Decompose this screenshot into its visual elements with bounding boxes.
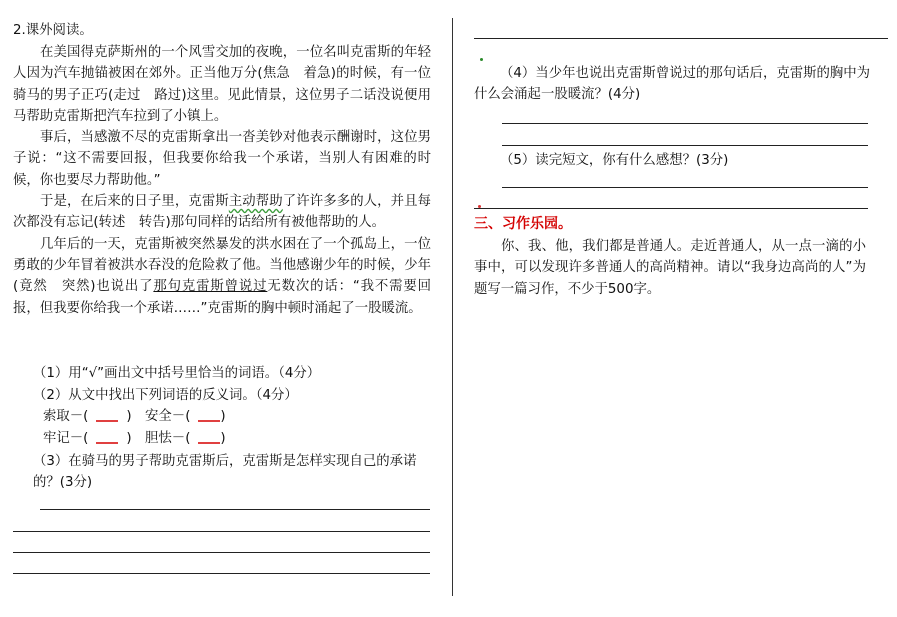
passage-paragraph-3 xyxy=(13,191,431,234)
section-3-prompt: 你、我、他，我们都是普通人。走近普通人，从一点一滴的小事中，可以发现许多普通人的高尚精神。请以“我身边高尚的人”为题写一篇习作，不少于500字。 xyxy=(474,239,866,297)
underlined-phrase: 那句克雷斯曾说过 xyxy=(153,279,268,295)
paragraph-3-text-b: 了许许多多的人，并且每次都没有忘记(转述 转告)那句同样的话给所有被他帮助的人。 xyxy=(13,194,432,231)
answer-line-q3-5[interactable] xyxy=(474,38,888,39)
antonym-1-prompt: 索取－( xyxy=(43,409,89,424)
antonym-4-prompt: ) 胆怯－( xyxy=(126,431,191,446)
antonym-row-1 xyxy=(43,406,226,427)
question-3: （3）在骑马的男子帮助克雷斯后，克雷斯是怎样实现自己的承诺的？(3分) xyxy=(33,454,417,491)
question-5: （5）读完短文，你有什么感想？(3分) xyxy=(500,153,729,168)
antonym-2-close: ) xyxy=(220,409,226,424)
question-2: （2）从文中找出下列词语的反义词。（4分） xyxy=(33,388,298,403)
wavy-underlined-phrase: 主动帮助 xyxy=(228,194,283,210)
antonym-2-blank[interactable] xyxy=(198,406,220,422)
column-divider xyxy=(452,18,453,596)
answer-line-q3-1[interactable] xyxy=(40,509,430,510)
passage-paragraph-2: 事后，当感激不尽的克雷斯拿出一沓美钞对他表示酬谢时，这位男子说：“这不需要回报，但我要你给我一个承诺，当别人有困难的时候，你也要尽力帮助他。” xyxy=(13,130,431,188)
answer-line-q3-2[interactable] xyxy=(13,531,430,532)
paragraph-3-text-a: 于是，在后来的日子里，克雷斯 xyxy=(40,194,229,210)
section-3-title: 三、习作乐园。 xyxy=(474,216,572,232)
reading-heading: 2.课外阅读。 xyxy=(13,23,93,38)
reading-passage xyxy=(13,42,431,319)
antonym-2-prompt: ) 安全－( xyxy=(126,409,191,424)
answer-line-q4-1[interactable] xyxy=(502,123,868,124)
passage-paragraph-1: 在美国得克萨斯州的一个风雪交加的夜晚，一位名叫克雷斯的年轻人因为汽车抛锚被困在郊外。正当他万分(焦急 着急)的时候，有一位骑马的男子正巧(走过 路过)这里。见此情景，这位男子二话没说便用马帮助克雷斯把汽车拉到了小镇上。 xyxy=(13,45,431,124)
passage-paragraph-4 xyxy=(13,234,431,319)
paragraph-4-text-b: 无数次的话：“我不需要回报，但我要你给我一个承诺……”克雷斯的胸中顿时涌起了一股暖流。 xyxy=(13,279,432,316)
antonym-3-blank[interactable] xyxy=(96,428,118,444)
red-mark xyxy=(478,205,481,208)
answer-line-q5-1[interactable] xyxy=(502,187,868,188)
antonym-4-close: ) xyxy=(220,431,226,446)
answer-line-q4-2[interactable] xyxy=(502,145,868,146)
answer-line-q5-2[interactable] xyxy=(474,208,868,209)
antonym-1-blank[interactable] xyxy=(96,406,118,422)
answer-line-q3-3[interactable] xyxy=(13,552,430,553)
question-4: （4）当少年也说出克雷斯曾说过的那句话后，克雷斯的胸中为什么会涌起一股暖流？(4分) xyxy=(474,66,871,103)
green-mark xyxy=(480,58,483,61)
question-1: （1）用“√”画出文中括号里恰当的词语。（4分） xyxy=(33,366,321,381)
answer-line-q3-4[interactable] xyxy=(13,573,430,574)
antonym-3-prompt: 牢记－( xyxy=(43,431,89,446)
antonym-4-blank[interactable] xyxy=(198,428,220,444)
paragraph-4-text-a: 几年后的一天，克雷斯被突然暴发的洪水困在了一个孤岛上，一位勇敢的少年冒着被洪水吞没的危险救了他。当他感谢少年的时候，少年(竟然 突然)也说出了 xyxy=(13,236,431,295)
antonym-row-2 xyxy=(43,428,226,449)
